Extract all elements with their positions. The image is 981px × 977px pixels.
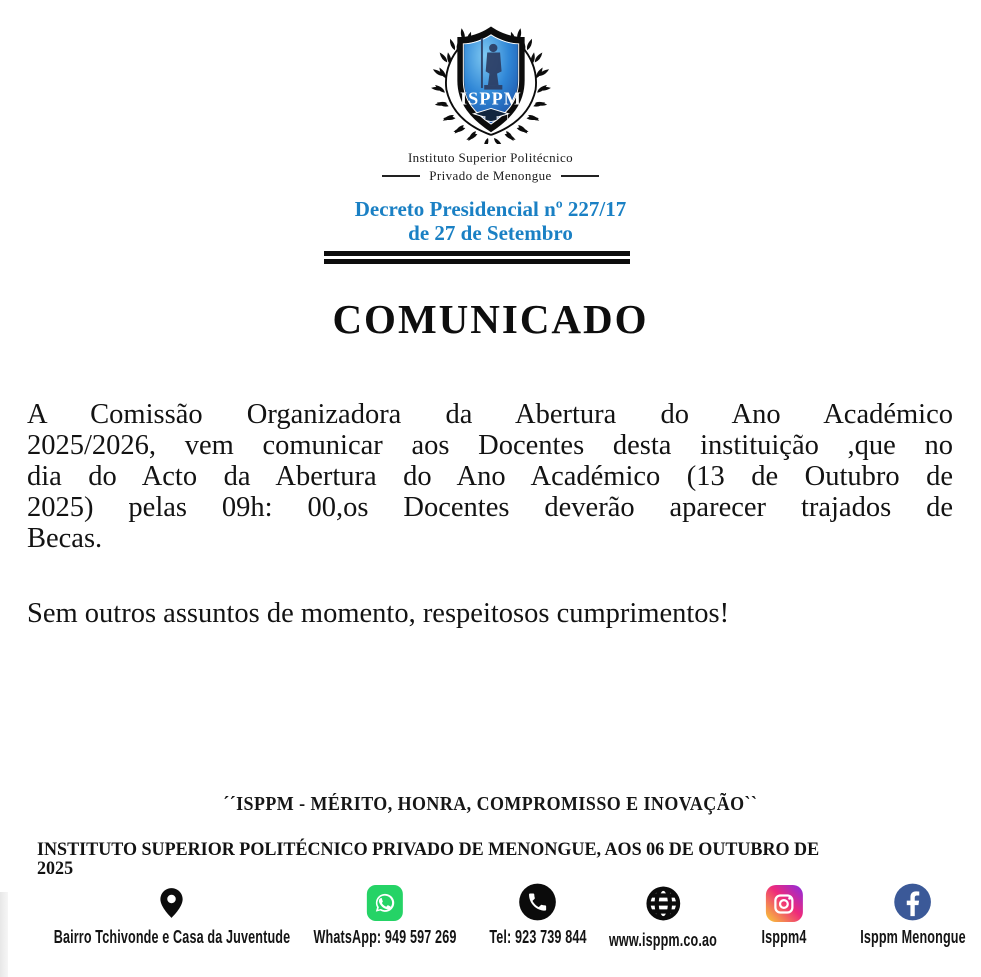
body-line: 2025) pelas 09h: 00,os Docentes deverão aparecer trajados de	[27, 492, 953, 523]
rule-top	[324, 251, 630, 256]
body-paragraph	[27, 399, 953, 554]
whatsapp-icon	[367, 885, 403, 921]
globe-icon	[644, 885, 681, 922]
decree-line2: de 27 de Setembro	[408, 221, 573, 245]
dateline-line1: INSTITUTO SUPERIOR POLITÉCNICO PRIVADO DE MENONGUE, AOS 06 DE OUTUBRO DE	[37, 839, 820, 860]
page-title: COMUNICADO	[332, 296, 649, 342]
body-line: 2025/2026, vem comunicar aos Docentes desta instituição ,que no	[27, 430, 953, 461]
decree-line1: Decreto Presidencial nº 227/17	[354, 197, 627, 221]
contact-website-label: www.isppm.co.ao	[608, 930, 718, 950]
contact-phone-label: Tel: 923 739 844	[489, 927, 587, 947]
contact-whatsapp-label: WhatsApp: 949 597 269	[313, 927, 457, 947]
shield	[459, 31, 521, 129]
contact-instagram[interactable]	[752, 882, 816, 948]
double-rule	[324, 251, 630, 267]
contact-location-label: Bairro Tchivonde e Casa da Juventude	[53, 927, 291, 947]
rule-bottom	[324, 259, 630, 264]
facebook-icon	[893, 882, 933, 922]
contact-facebook-label: Isppm Menongue	[860, 927, 966, 947]
instagram-icon	[766, 885, 803, 922]
right-dash-rule	[561, 175, 599, 177]
institute-name-line2	[0, 168, 981, 184]
phone-icon	[518, 882, 558, 922]
institute-name-line1: Instituto Superior Politécnico	[407, 150, 574, 165]
location-pin-icon	[156, 882, 189, 924]
motto-text: ´´ISPPM - MÉRITO, HONRA, COMPROMISSO E INOVAÇÃO``	[223, 794, 758, 815]
institute-name-line2-text: Privado de Menongue	[429, 168, 552, 183]
isppm-crest-icon	[415, 20, 567, 144]
body-line: A Comissão Organizadora da Abertura do Ano Académico	[27, 399, 953, 430]
dateline-line2: 2025	[37, 858, 74, 879]
contact-website[interactable]	[586, 882, 740, 951]
shield-text: ISPPM	[459, 88, 522, 109]
contact-facebook[interactable]	[838, 882, 981, 948]
closing-line: Sem outros assuntos de momento, respeitosos cumprimentos!	[27, 598, 730, 629]
left-dash-rule	[382, 175, 420, 177]
decree-heading	[0, 197, 981, 245]
dateline	[37, 840, 967, 878]
body-line: dia do Acto da Abertura do Ano Académico (13 de Outubro de	[27, 461, 953, 492]
isppm-logo-block	[0, 20, 981, 184]
contact-instagram-label: Isppm4	[761, 927, 807, 947]
motto	[0, 794, 981, 816]
contact-whatsapp[interactable]	[283, 882, 487, 948]
body-line: Becas.	[27, 523, 103, 554]
